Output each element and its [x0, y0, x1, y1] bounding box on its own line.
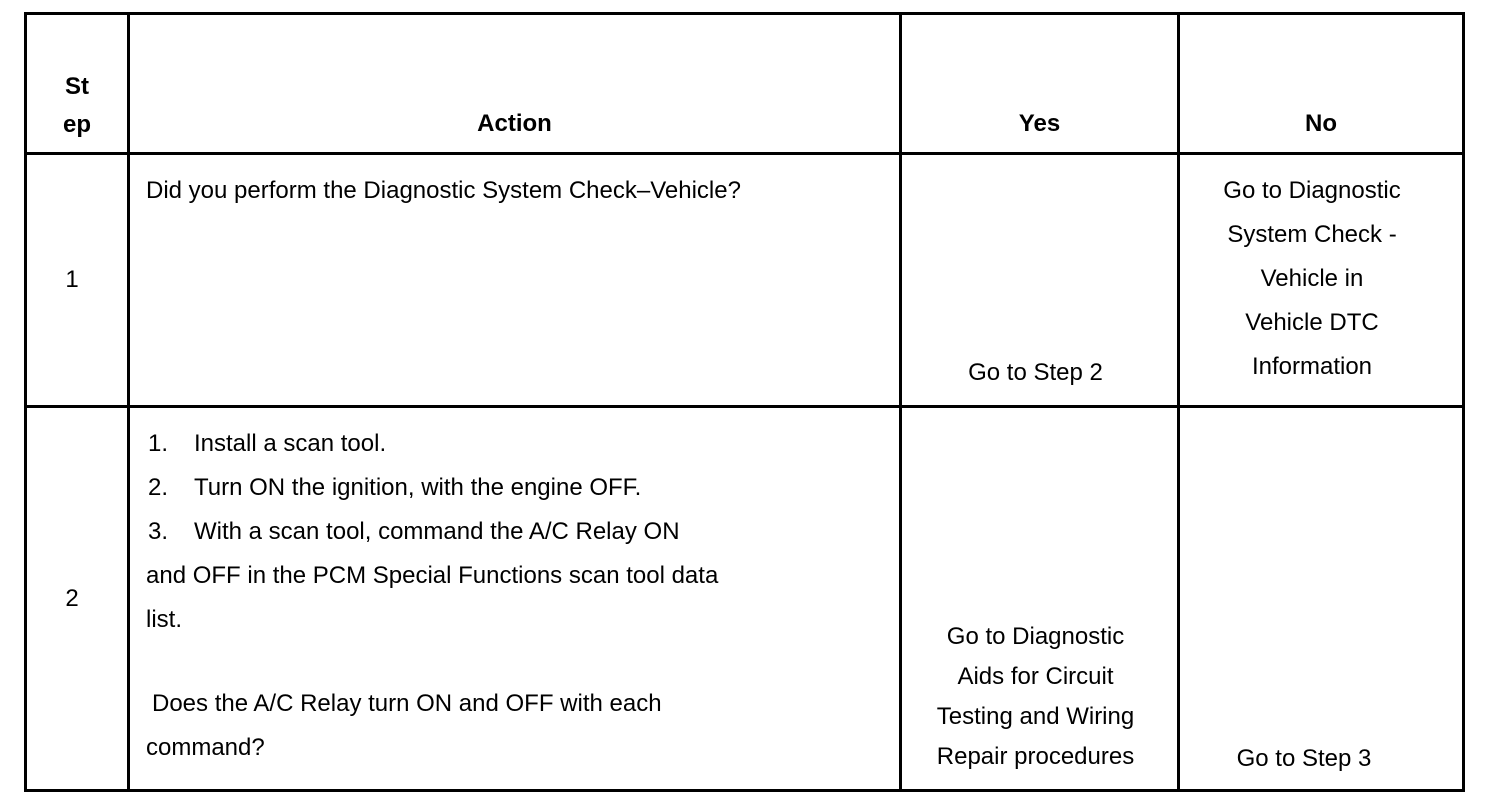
no-result-line: Information: [1251, 353, 1373, 380]
yes-result-line: Aids for Circuit: [957, 663, 1114, 690]
list-item: [146, 510, 899, 554]
no-result-line: Vehicle DTC: [1245, 309, 1379, 336]
question-line: Does the A/C Relay turn ON and OFF with each: [152, 690, 662, 717]
list-item-text: Turn ON the ignition, with the engine OFF.: [194, 474, 642, 501]
list-item-number: 3.: [148, 518, 169, 545]
yes-result-line: Repair procedures: [936, 743, 1135, 770]
action-continuation-line: list.: [146, 606, 182, 633]
step-number: 2: [26, 407, 129, 791]
spacer: [146, 642, 899, 686]
action-column-header: Action: [129, 14, 901, 154]
action-text: [129, 407, 901, 791]
no-result-line: Go to Diagnostic: [1223, 177, 1401, 204]
yes-result-line: Testing and Wiring: [936, 703, 1135, 730]
diagnostic-table: [24, 12, 1465, 792]
step-header-line-2: ep: [62, 111, 91, 138]
no-column-header: No: [1179, 14, 1464, 154]
table-header-row: [26, 14, 1464, 154]
yes-result-line: Go to Diagnostic: [946, 623, 1125, 650]
step-header-line-1: St: [65, 73, 89, 100]
list-item-number: 1.: [148, 430, 169, 457]
no-result: Go to Step 3: [1179, 407, 1464, 791]
yes-column-header: Yes: [901, 14, 1179, 154]
yes-result: [901, 407, 1179, 791]
no-result-line: Vehicle in: [1260, 265, 1364, 292]
action-text: Did you perform the Diagnostic System Check–Vehicle?: [129, 154, 901, 407]
action-steps-list: [146, 422, 899, 554]
list-item-text: With a scan tool, command the A/C Relay ON: [194, 518, 680, 545]
step-number: 1: [26, 154, 129, 407]
list-item-number: 2.: [148, 474, 169, 501]
step-column-header: [26, 14, 129, 154]
action-continuation-line: and OFF in the PCM Special Functions scan tool data: [146, 562, 719, 589]
table-row: [26, 154, 1464, 407]
yes-result: Go to Step 2: [901, 154, 1179, 407]
table-row: [26, 407, 1464, 791]
list-item: [146, 466, 899, 510]
no-result-line: System Check -: [1227, 221, 1397, 248]
question-line: command?: [146, 734, 265, 761]
no-result: [1179, 154, 1464, 407]
list-item: [146, 422, 899, 466]
list-item-text: Install a scan tool.: [194, 430, 387, 457]
